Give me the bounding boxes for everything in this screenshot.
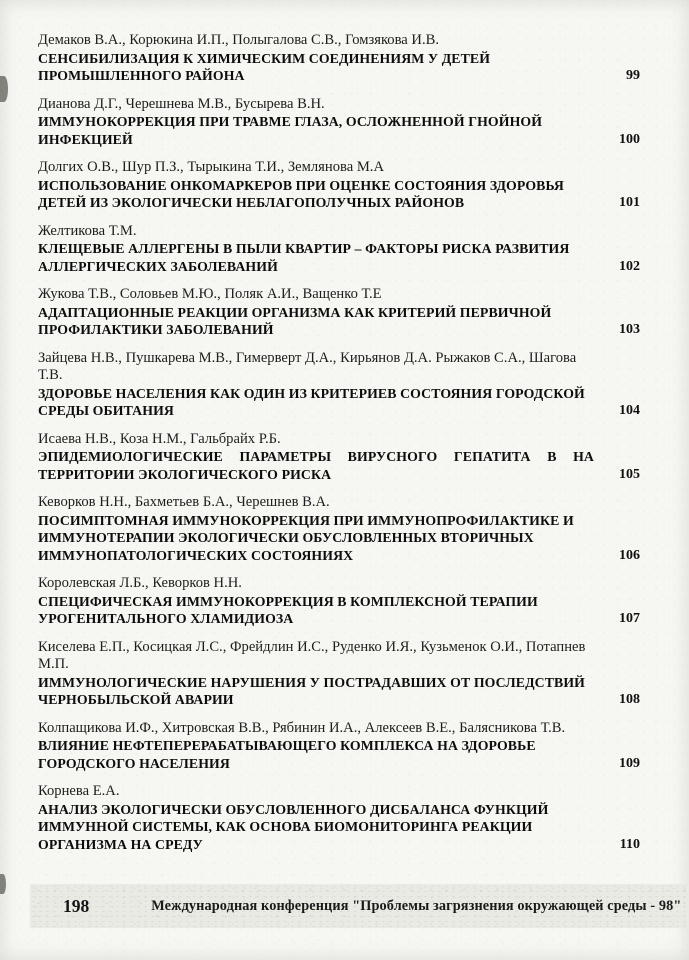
entry-title-row: [38, 304, 640, 339]
entry-authors: Жукова Т.В., Соловьев М.Ю., Поляк А.И., Ващенко Т.Е: [38, 286, 382, 302]
entry-title-row: [38, 801, 640, 854]
entry-authors: Королевская Л.Б., Кеворков Н.Н.: [38, 575, 242, 591]
toc-entry: [38, 159, 640, 212]
entry-title: КЛЕЩЕВЫЕ АЛЛЕРГЕНЫ В ПЫЛИ КВАРТИР – ФАКТОРЫ РИСКА РАЗВИТИЯ АЛЛЕРГИЧЕСКИХ ЗАБОЛЕВАНИЙ: [38, 241, 570, 274]
entry-authors: Демаков В.А., Корюкина И.П., Полыгалова С.В., Гомзякова И.В.: [38, 32, 439, 48]
entry-authors: Колпащикова И.Ф., Хитровская В.В., Рябинин И.А., Алексеев В.Е., Балясникова Т.В.: [38, 719, 566, 736]
entry-title: ПОСИМПТОМНАЯ ИММУНОКОРРЕКЦИЯ ПРИ ИММУНОПРОФИЛАКТИКЕ И ИММУНОТЕРАПИИ ЭКОЛОГИЧЕСКИ ОБУСЛОВЛЕННЫХ ВТОРИЧНЫХ ИММУНОПАТОЛОГИЧЕСКИХ СОСТОЯНИЯХ: [38, 512, 574, 563]
toc-entry: [38, 223, 640, 276]
entry-page-number: 105: [619, 466, 640, 482]
entry-page-number: 101: [619, 195, 640, 210]
entry-title-row: [38, 593, 640, 628]
toc-entries: [38, 32, 640, 864]
entry-title: ИСПОЛЬЗОВАНИЕ ОНКОМАРКЕРОВ ПРИ ОЦЕНКЕ СОСТОЯНИЯ ЗДОРОВЬЯ ДЕТЕЙ ИЗ ЭКОЛОГИЧЕСКИ НЕБЛАГОПОЛУЧНЫХ РАЙОНОВ: [38, 177, 564, 210]
toc-entry: [38, 720, 640, 773]
toc-entry: [38, 32, 640, 85]
entry-authors: Зайцева Н.В., Пушкарева М.В., Гимерверт Д.А., Кирьянов Д.А. Рыжаков С.А., Шагова Т.В.: [38, 349, 577, 383]
entry-title: АДАПТАЦИОННЫЕ РЕАКЦИИ ОРГАНИЗМА КАК КРИТЕРИЙ ПЕРВИЧНОЙ ПРОФИЛАКТИКИ ЗАБОЛЕВАНИЙ: [38, 304, 552, 337]
footer-conference-title: Международная конференция "Проблемы загрязнения окружающей среды - 98": [151, 897, 682, 914]
entry-title-row: [38, 240, 640, 275]
entry-title: АНАЛИЗ ЭКОЛОГИЧЕСКИ ОБУСЛОВЛЕННОГО ДИСБАЛАНСА ФУНКЦИЙ ИММУННОЙ СИСТЕМЫ, КАК ОСНОВА БИОМОНИТОРИНГА РЕАКЦИИ ОРГАНИЗМА НА СРЕДУ: [38, 801, 549, 852]
entry-title: ИММУНОЛОГИЧЕСКИЕ НАРУШЕНИЯ У ПОСТРАДАВШИХ ОТ ПОСЛЕДСТВИЙ ЧЕРНОБЫЛЬСКОЙ АВАРИИ: [38, 674, 586, 707]
entry-page-number: 102: [619, 258, 640, 274]
entry-authors: Корнева Е.А.: [38, 783, 120, 799]
entry-title-row: [38, 512, 640, 565]
entry-authors: Исаева Н.В., Коза Н.М., Гальбрайх Р.Б.: [38, 430, 281, 447]
entry-page-number: 108: [619, 692, 640, 707]
entry-page-number: 106: [619, 547, 640, 563]
entry-title: ИММУНОКОРРЕКЦИЯ ПРИ ТРАВМЕ ГЛАЗА, ОСЛОЖНЕННОЙ ГНОЙНОЙ ИНФЕКЦИЕЙ: [38, 114, 543, 147]
toc-entry: [38, 286, 640, 339]
toc-entry: [38, 431, 640, 484]
toc-entry: [38, 639, 640, 709]
entry-page-number: 100: [619, 131, 640, 147]
entry-page-number: 109: [619, 755, 640, 771]
entry-page-number: 110: [619, 836, 640, 852]
entry-title-row: [38, 50, 640, 85]
entry-title-row: [38, 737, 640, 772]
entry-title: СПЕЦИФИЧЕСКАЯ ИММУНОКОРРЕКЦИЯ В КОМПЛЕКСНОЙ ТЕРАПИИ УРОГЕНИТАЛЬНОГО ХЛАМИДИОЗА: [38, 593, 538, 626]
entry-title-row: [38, 113, 640, 148]
entry-page-number: 103: [619, 322, 640, 337]
entry-authors: Дианова Д.Г., Черешнева М.В., Бусырева В.Н.: [38, 95, 325, 112]
entry-title: ВЛИЯНИЕ НЕФТЕПЕРЕРАБАТЫВАЮЩЕГО КОМПЛЕКСА НА ЗДОРОВЬЕ ГОРОДСКОГО НАСЕЛЕНИЯ: [38, 738, 536, 771]
toc-entry: [38, 96, 640, 149]
page-footer: [30, 884, 689, 928]
scan-artifact-top-left: [0, 76, 8, 102]
entry-authors: Киселева Е.П., Косицкая Л.С., Фрейдлин И.С., Руденко И.Я., Кузьменок О.И., Потапнев М.П.: [38, 638, 586, 672]
entry-page-number: 104: [619, 403, 640, 418]
toc-entry: [38, 575, 640, 628]
entry-title: СЕНСИБИЛИЗАЦИЯ К ХИМИЧЕСКИМ СОЕДИНЕНИЯМ У ДЕТЕЙ ПРОМЫШЛЕННОГО РАЙОНА: [38, 50, 491, 83]
entry-title-row: [38, 385, 640, 420]
footer-page-number: 198: [63, 895, 90, 916]
entry-title-row: [38, 177, 640, 212]
entry-title-row: [38, 674, 640, 709]
entry-title: ЗДОРОВЬЕ НАСЕЛЕНИЯ КАК ОДИН ИЗ КРИТЕРИЕВ СОСТОЯНИЯ ГОРОДСКОЙ СРЕДЫ ОБИТАНИЯ: [38, 385, 585, 418]
entry-authors: Кеворков Н.Н., Бахметьев Б.А., Черешнев В.А.: [38, 494, 330, 510]
toc-entry: [38, 494, 640, 564]
entry-title-row: [38, 448, 640, 483]
entry-page-number: 99: [626, 68, 640, 83]
entry-page-number: 107: [619, 611, 640, 626]
entry-title: ЭПИДЕМИОЛОГИЧЕСКИЕ ПАРАМЕТРЫ ВИРУСНОГО ГЕПАТИТА В НА ТЕРРИТОРИИ ЭКОЛОГИЧЕСКОГО РИСКА: [38, 449, 594, 482]
entry-authors: Долгих О.В., Шур П.З., Тырыкина Т.И., Землянова М.А: [38, 159, 384, 175]
scan-artifact-bottom-left: [0, 874, 6, 894]
entry-authors: Желтикова Т.М.: [38, 222, 137, 239]
toc-entry: [38, 350, 640, 420]
toc-entry: [38, 783, 640, 853]
